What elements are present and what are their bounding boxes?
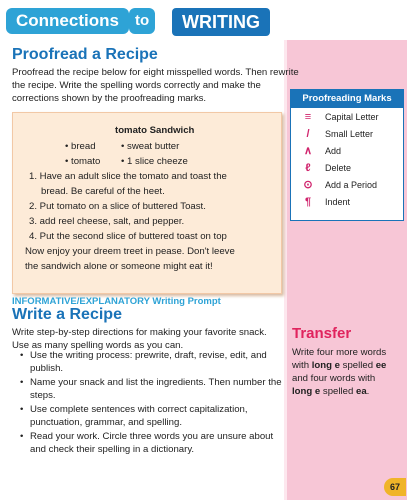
mark-small: / Small Letter — [291, 125, 403, 142]
bullet-item: • Name your snack and list the ingredients. Then number the steps. — [20, 377, 282, 402]
proofread-intro: Proofread the recipe below for eight misspelled words. Then rewrite the recipe. Write the spelling words correctly and make the corrections shown by the proofreading marks. — [12, 67, 299, 104]
period-mark-icon: ⊙ — [303, 179, 313, 191]
proofreading-marks-box — [290, 89, 404, 221]
recipe-step: 1. Have an adult slice the tomato and toast the — [29, 171, 227, 182]
recipe-step: 2. Put tomato on a slice of buttered Toast. — [29, 201, 206, 212]
connections-tag: Connections — [6, 8, 129, 34]
proofreading-marks-title: Proofreading Marks — [291, 90, 403, 108]
writing-prompt-label: INFORMATIVE/EXPLANATORY Writing Prompt — [12, 296, 221, 307]
ingredient-item: • bread — [65, 141, 96, 152]
transfer-box — [292, 325, 398, 398]
ingredient-item: • 1 slice cheeze — [121, 156, 188, 167]
bullet-item: • Read your work. Circle three words you are unsure about and check their spelling in a dictionary. — [20, 431, 282, 456]
indent-mark-icon: ¶ — [304, 195, 312, 208]
recipe-step: 4. Put the second slice of buttered toast on top — [29, 231, 227, 242]
page-number: 67 — [384, 478, 406, 496]
writing-tag: WRITING — [172, 8, 270, 36]
recipe-step: 3. add reel cheese, salt, and pepper. — [29, 216, 185, 227]
recipe-steps — [25, 169, 279, 274]
proofread-title: Proofread a Recipe — [12, 46, 158, 63]
mark-capital: ≡ Capital Letter — [291, 108, 403, 125]
header-banner — [0, 0, 407, 40]
ingredient-item: • tomato — [65, 156, 101, 167]
slash-mark-icon: / — [306, 127, 310, 140]
recipe-title: tomato Sandwich — [115, 125, 195, 136]
mark-indent: ¶ Indent — [291, 193, 403, 210]
transfer-text: Write four more words with long e spelled ee and four words with long e spelled ea. — [292, 347, 387, 397]
delete-mark-icon: ℓ — [305, 161, 311, 174]
recipe-ending: the sandwich alone or someone might eat it! — [25, 261, 213, 272]
bullet-item: • Use the writing process: prewrite, draft, revise, edit, and publish. — [20, 350, 282, 375]
write-recipe-title: Write a Recipe — [12, 306, 122, 323]
capital-mark-icon: ≡ — [304, 110, 312, 123]
recipe-ending: Now enjoy your dreem treet in pease. Don't leeve — [25, 246, 235, 257]
recipe-step-cont: bread. Be careful of the heet. — [41, 186, 165, 197]
prompt-bullets — [20, 350, 282, 458]
to-tag: to — [129, 8, 155, 34]
caret-mark-icon: ∧ — [303, 145, 313, 157]
ingredient-item: • sweat butter — [121, 141, 180, 152]
mark-period: ⊙ Add a Period — [291, 176, 403, 193]
page-margin-band — [287, 0, 407, 500]
write-recipe-intro: Write step-by-step directions for making your favorite snack. Use as many spelling words as you can. — [12, 327, 267, 351]
mark-delete: ℓ Delete — [291, 159, 403, 176]
bullet-item: • Use complete sentences with correct capitalization, punctuation, grammar, and spelling. — [20, 404, 282, 429]
transfer-title: Transfer — [292, 325, 352, 342]
mark-add: ∧ Add — [291, 142, 403, 159]
recipe-card — [12, 112, 282, 294]
